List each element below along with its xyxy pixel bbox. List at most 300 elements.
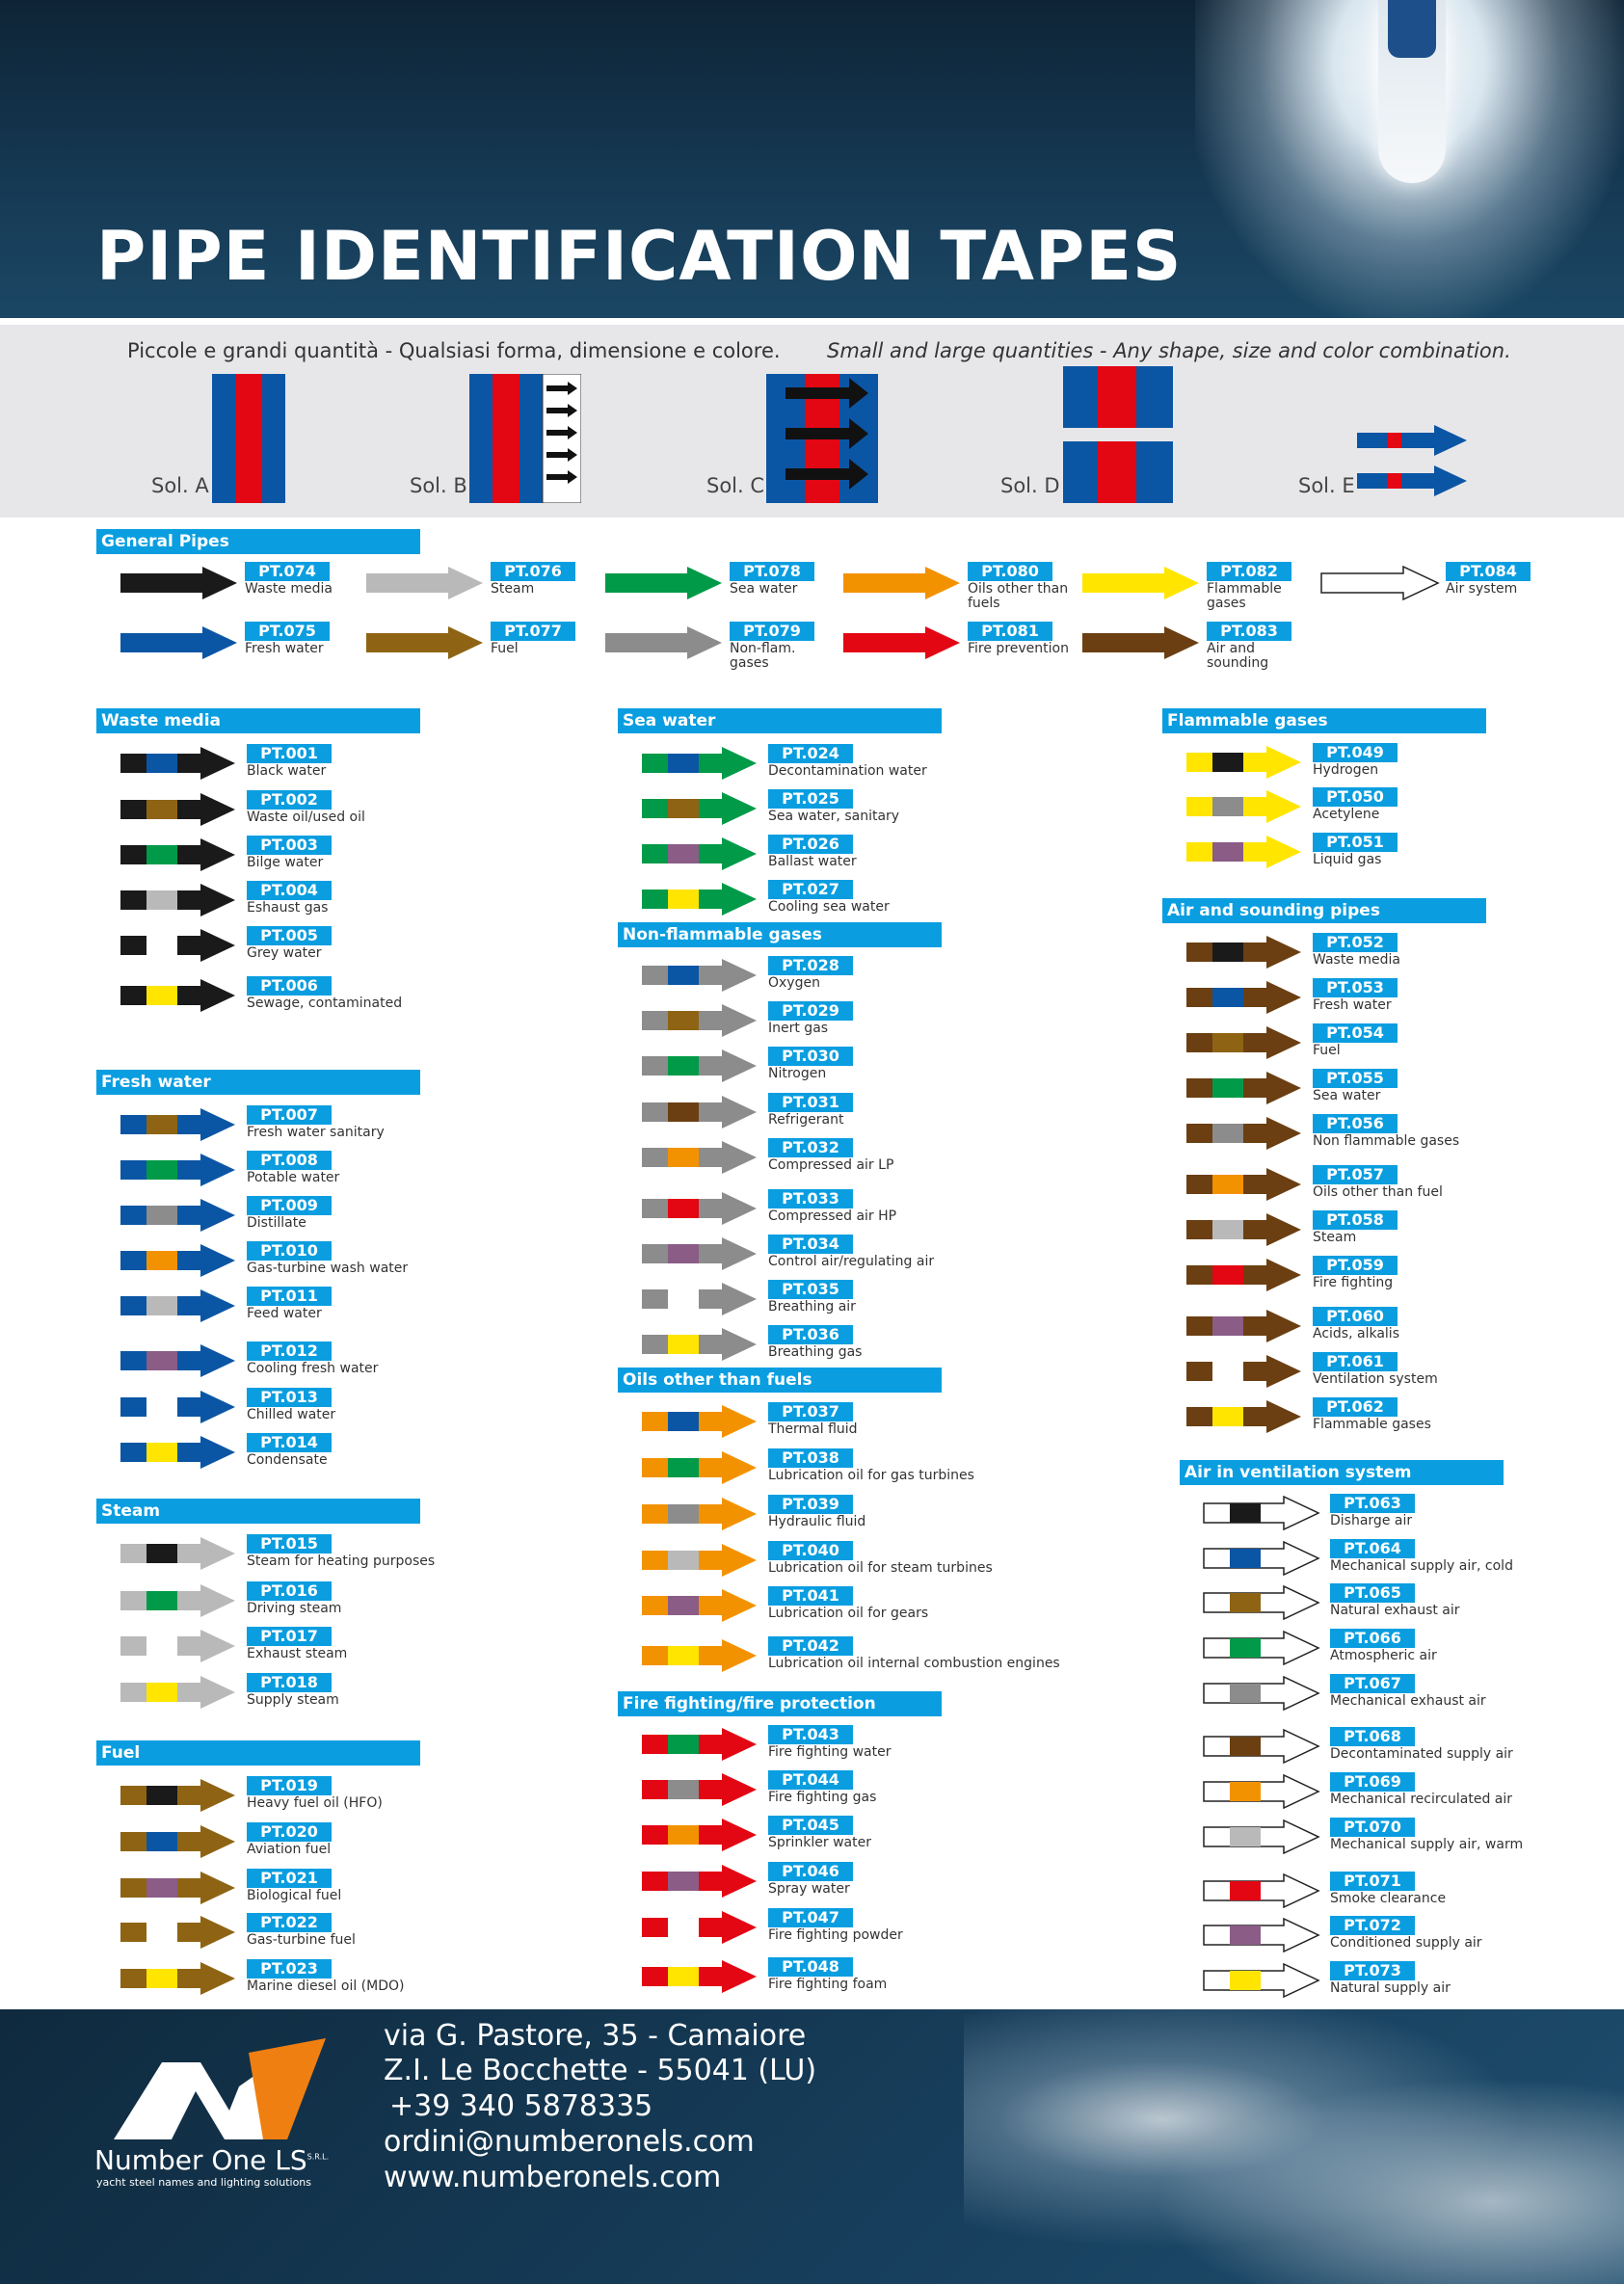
product-description: Lubrication oil for gas turbines <box>768 1468 974 1483</box>
product-code: PT.064 <box>1330 1539 1415 1558</box>
solution-e-tape <box>1357 425 1469 502</box>
product-code: PT.057 <box>1313 1165 1398 1184</box>
tape-body <box>642 883 757 916</box>
tape-arrow-icon <box>120 1536 237 1571</box>
product-description: Sprinkler water <box>768 1835 871 1850</box>
product-description: Compressed air LP <box>768 1157 894 1173</box>
tape-color-band <box>1212 1265 1243 1285</box>
product-code: PT.069 <box>1330 1772 1415 1792</box>
product-code: PT.017 <box>247 1627 332 1646</box>
tape-body <box>642 1728 757 1761</box>
tape-body <box>120 747 235 780</box>
tape-color-band <box>1230 1684 1261 1703</box>
tagline-english: Small and large quantities - Any shape, size and color combination. <box>827 339 1511 362</box>
tape-item <box>120 836 409 878</box>
tape-item <box>641 1280 930 1322</box>
product-description: Aviation fuel <box>247 1842 332 1857</box>
tape-color-band <box>146 936 177 955</box>
tape-arrow-icon <box>1185 980 1303 1015</box>
product-description: Oxygen <box>768 975 820 991</box>
tape-body <box>366 567 483 599</box>
tape-arrow-icon <box>641 1049 759 1083</box>
tape-item <box>641 744 930 786</box>
product-code: PT.072 <box>1330 1916 1415 1935</box>
tape-arrow-icon <box>120 1198 237 1233</box>
solution-e-label: Sol. E <box>1298 474 1355 497</box>
tape-item <box>1203 1629 1492 1671</box>
product-description: Compressed air HP <box>768 1208 897 1224</box>
product-description: Bilge water <box>247 855 324 870</box>
tape-body <box>1186 1213 1301 1246</box>
tape-color-band <box>668 1102 699 1122</box>
tape-arrow-icon <box>641 1638 759 1673</box>
tape-arrow-icon <box>365 566 485 600</box>
tape-arrow-icon <box>1203 1541 1320 1576</box>
product-code: PT.023 <box>247 1959 332 1979</box>
tape-body <box>120 1916 235 1949</box>
tape-item <box>365 622 597 679</box>
product-code: PT.055 <box>1313 1069 1398 1088</box>
tape-color-band <box>1230 1503 1261 1523</box>
tape-body <box>1204 1586 1318 1619</box>
product-code: PT.027 <box>768 880 853 899</box>
tape-arrow-icon <box>641 1772 759 1807</box>
tape-color-band <box>668 890 699 909</box>
product-code: PT.083 <box>1207 622 1291 641</box>
product-code: PT.066 <box>1330 1629 1415 1648</box>
tape-arrow-icon <box>641 1959 759 1994</box>
tape-item <box>1203 1872 1492 1914</box>
product-description: Liquid gas <box>1313 852 1382 867</box>
tape-item <box>641 956 930 998</box>
tape-arrow-icon <box>641 1727 759 1762</box>
product-description: Decontaminated supply air <box>1330 1746 1513 1762</box>
tape-body <box>642 1960 757 1993</box>
product-description: Exhaust steam <box>247 1646 348 1661</box>
product-code: PT.020 <box>247 1822 332 1842</box>
tape-item <box>120 622 351 679</box>
tape-item <box>1185 1256 1475 1298</box>
product-description: Refrigerant <box>768 1112 844 1128</box>
product-description: Biological fuel <box>247 1888 342 1903</box>
tape-arrow-icon <box>120 1390 237 1424</box>
product-description: Sea water <box>1313 1088 1381 1103</box>
tape-body <box>642 1328 757 1361</box>
product-description: Waste media <box>245 581 333 597</box>
product-description: Black water <box>247 763 327 779</box>
tape-body <box>120 1154 235 1186</box>
product-code: PT.056 <box>1313 1114 1398 1133</box>
tape-arrow-icon <box>1203 1729 1320 1764</box>
tape-item <box>604 622 836 679</box>
tape-body <box>642 1911 757 1944</box>
tape-arrow-icon <box>120 1153 237 1187</box>
tape-color-band <box>146 1786 177 1805</box>
tape-item <box>1203 1494 1492 1536</box>
tape-arrow-icon <box>120 746 237 781</box>
tape-body <box>642 1192 757 1225</box>
product-description: Sea water, sanitary <box>768 809 900 824</box>
tape-arrow-icon <box>1203 1585 1320 1620</box>
tape-color-band <box>668 1289 699 1309</box>
product-description: Waste oil/used oil <box>247 810 365 825</box>
tape-arrow-icon <box>641 1588 759 1623</box>
tape-item <box>1185 1210 1475 1253</box>
tape-item <box>120 1433 409 1475</box>
tape-arrow-icon <box>1203 1918 1320 1952</box>
tape-color-band <box>146 1923 177 1942</box>
tape-item <box>365 562 597 620</box>
tape-color-band <box>668 1646 699 1665</box>
tape-arrow-icon <box>1185 1167 1303 1202</box>
product-description: Marine diesel oil (MDO) <box>247 1979 405 1994</box>
tape-arrow-icon <box>120 1107 237 1142</box>
product-description: Atmospheric air <box>1330 1648 1437 1663</box>
product-description: Breathing air <box>768 1299 856 1315</box>
section-header: Steam <box>96 1499 420 1524</box>
tape-color-band <box>668 1551 699 1570</box>
product-description: Heavy fuel oil (HFO) <box>247 1795 383 1811</box>
tape-arrow-icon <box>641 1003 759 1038</box>
tape-item <box>641 1770 930 1813</box>
solution-a-tape <box>212 374 285 503</box>
address-line-1: via G. Pastore, 35 - Camaiore <box>384 2019 807 2053</box>
tape-arrow-icon <box>641 1282 759 1316</box>
tape-item <box>641 1957 930 2000</box>
tape-item <box>1203 1727 1513 1769</box>
product-code: PT.012 <box>247 1341 332 1361</box>
section-header: Air in ventilation system <box>1180 1460 1504 1485</box>
tape-body <box>120 626 237 659</box>
tape-item <box>641 1001 930 1044</box>
product-description: Sea water <box>730 581 798 597</box>
product-code: PT.015 <box>247 1534 332 1554</box>
section-header: Fresh water <box>96 1070 420 1095</box>
tape-color-band <box>146 754 177 773</box>
tape-item <box>1185 1069 1475 1111</box>
solution-c-tape <box>766 374 878 503</box>
tape-arrow-icon <box>1185 1309 1303 1343</box>
tape-item <box>120 1959 409 2002</box>
tape-body <box>1186 1026 1301 1059</box>
tape-color-band <box>1230 1593 1261 1612</box>
product-code: PT.022 <box>247 1913 332 1932</box>
tape-color-band <box>1212 1033 1243 1052</box>
tape-arrow-icon <box>120 1583 237 1618</box>
tape-item <box>120 744 409 786</box>
product-description: Grey water <box>247 945 322 961</box>
tape-item <box>120 1241 409 1284</box>
tape-item <box>120 1822 409 1865</box>
tape-color-band <box>1212 1124 1243 1143</box>
tape-body <box>1204 1820 1318 1853</box>
tape-item <box>120 1105 409 1148</box>
product-description: Fire fighting powder <box>768 1927 903 1943</box>
product-code: PT.038 <box>768 1448 853 1468</box>
product-code: PT.003 <box>247 836 332 855</box>
tagline-italian: Piccole e grandi quantità - Qualsiasi forma, dimensione e colore. <box>127 339 781 362</box>
product-description: Fresh water sanitary <box>247 1125 385 1140</box>
tape-color-band <box>1212 1220 1243 1239</box>
tape-body <box>1186 836 1301 868</box>
solution-d-label: Sol. D <box>1000 474 1060 497</box>
email-link[interactable]: ordini@numberonels.com <box>384 2125 755 2159</box>
tape-arrow-icon <box>1185 835 1303 869</box>
tape-body <box>1204 1874 1318 1907</box>
tape-body <box>843 626 960 659</box>
product-code: PT.062 <box>1313 1397 1398 1417</box>
tape-body <box>642 1283 757 1315</box>
tape-item <box>641 1448 974 1491</box>
tape-color-band <box>146 1832 177 1851</box>
product-description: Fuel <box>491 641 519 656</box>
tape-item <box>1185 787 1475 830</box>
tape-color-band <box>146 1115 177 1134</box>
tape-color-band <box>668 1199 699 1218</box>
tape-color-band <box>1212 1078 1243 1098</box>
tape-arrow-icon <box>120 1871 237 1905</box>
tape-item <box>641 880 930 922</box>
product-code: PT.006 <box>247 976 332 996</box>
tape-color-band <box>146 1683 177 1702</box>
tape-item <box>1185 1165 1475 1208</box>
tape-item <box>120 976 409 1019</box>
product-code: PT.014 <box>247 1433 332 1452</box>
tape-arrow-icon <box>120 883 237 917</box>
tape-color-band <box>668 1458 699 1477</box>
product-code: PT.037 <box>768 1402 853 1421</box>
tape-arrow-icon <box>641 1864 759 1899</box>
tape-color-band <box>1230 1638 1261 1658</box>
tape-body <box>120 1630 235 1662</box>
tape-arrow-icon <box>1203 1774 1320 1809</box>
tape-arrow-icon <box>604 566 724 600</box>
tape-color-band <box>668 1596 699 1615</box>
product-code: PT.058 <box>1313 1210 1398 1230</box>
section-header: Sea water <box>618 708 942 733</box>
tape-body <box>1204 1919 1318 1952</box>
tape-body <box>1204 1542 1318 1575</box>
tape-item <box>120 790 409 833</box>
tape-body <box>120 838 235 871</box>
tape-item <box>120 926 409 969</box>
tape-color-band <box>146 1878 177 1898</box>
tape-item <box>120 1388 409 1430</box>
tape-arrow-icon <box>120 1778 237 1813</box>
product-description: Natural exhaust air <box>1330 1603 1460 1618</box>
product-description: Waste media <box>1313 952 1400 968</box>
tape-item <box>641 1541 993 1583</box>
product-code: PT.008 <box>247 1151 332 1170</box>
product-code: PT.074 <box>245 562 330 581</box>
tape-arrow-icon <box>641 1450 759 1485</box>
section-header: Flammable gases <box>1162 708 1486 733</box>
product-description: Inert gas <box>768 1021 829 1036</box>
tape-item <box>1185 933 1475 975</box>
section-header: Fuel <box>96 1740 420 1766</box>
product-code: PT.080 <box>968 562 1052 581</box>
tape-body <box>642 1773 757 1806</box>
tape-body <box>1204 1632 1318 1664</box>
product-code: PT.039 <box>768 1495 853 1514</box>
tape-body <box>642 792 757 825</box>
tape-arrow-icon <box>365 625 485 660</box>
product-description: Feed water <box>247 1306 322 1321</box>
solution-a-label: Sol. A <box>151 474 209 497</box>
tape-item <box>120 1581 409 1624</box>
tape-item <box>1185 1397 1475 1440</box>
tape-arrow-icon <box>1203 1631 1320 1665</box>
tape-arrow-icon <box>1081 566 1201 600</box>
product-description: Supply steam <box>247 1692 339 1708</box>
tape-color-band <box>146 986 177 1005</box>
company-tagline: yacht steel names and lighting solutions <box>96 2176 312 2189</box>
tape-body <box>1186 1117 1301 1150</box>
tape-color-band <box>146 890 177 910</box>
tape-item <box>120 562 351 620</box>
tape-arrow-icon <box>120 1243 237 1278</box>
tape-item <box>1203 1818 1524 1860</box>
tape-body <box>1186 1168 1301 1201</box>
product-code: PT.021 <box>247 1869 332 1888</box>
tape-item <box>1185 1307 1475 1349</box>
product-description: Driving steam <box>247 1601 342 1616</box>
tape-color-band <box>668 1872 699 1891</box>
tape-body <box>642 1865 757 1898</box>
tape-arrow-icon <box>120 625 239 660</box>
tape-arrow-icon <box>120 837 237 872</box>
tape-color-band <box>668 1412 699 1431</box>
tape-color-band <box>1230 1925 1261 1945</box>
tape-arrow-icon <box>1185 1354 1303 1389</box>
tape-item <box>120 1341 409 1384</box>
tape-arrow-icon <box>641 1327 759 1362</box>
product-code: PT.047 <box>768 1908 853 1927</box>
tape-body <box>1204 1497 1318 1529</box>
tape-arrow-icon <box>120 1343 237 1378</box>
product-code: PT.053 <box>1313 978 1398 997</box>
tape-item <box>1203 1539 1513 1581</box>
tape-body <box>642 1819 757 1851</box>
product-code: PT.011 <box>247 1287 332 1306</box>
product-code: PT.051 <box>1313 833 1398 852</box>
tape-arrow-icon <box>1203 1963 1320 1998</box>
product-description: Chilled water <box>247 1407 336 1422</box>
product-description: Oils other than fuel <box>1313 1184 1443 1200</box>
tape-color-band <box>146 1397 177 1417</box>
tape-color-band <box>146 800 177 819</box>
product-description: Spray water <box>768 1881 850 1897</box>
tape-body <box>642 1498 757 1530</box>
product-description: Ballast water <box>768 854 857 869</box>
tape-color-band <box>1230 1971 1261 1990</box>
tape-item <box>120 1869 409 1911</box>
tape-body <box>642 1141 757 1174</box>
tape-color-band <box>668 1918 699 1937</box>
product-description: Decontamination water <box>768 763 927 779</box>
tape-item <box>1203 1674 1492 1716</box>
tape-arrow-icon <box>641 882 759 916</box>
tape-body <box>642 1589 757 1622</box>
product-code: PT.052 <box>1313 933 1398 952</box>
product-description: Oils other than fuels <box>968 581 1069 611</box>
product-code: PT.018 <box>247 1673 332 1692</box>
product-description: Cooling sea water <box>768 899 890 915</box>
tape-arrow-icon <box>120 1961 237 1996</box>
tape-color-band <box>1230 1549 1261 1568</box>
tape-body <box>642 1004 757 1037</box>
product-description: Disharge air <box>1330 1513 1413 1528</box>
product-code: PT.032 <box>768 1138 853 1157</box>
tape-item <box>1203 1772 1513 1815</box>
tape-arrow-icon <box>1185 935 1303 969</box>
tape-item <box>120 1627 409 1669</box>
sea-image <box>964 2009 1624 2284</box>
product-code: PT.024 <box>768 744 853 763</box>
tape-color-band <box>668 1780 699 1799</box>
tape-body <box>642 1096 757 1129</box>
tape-color-band <box>146 1591 177 1610</box>
product-code: PT.009 <box>247 1196 332 1215</box>
website-link[interactable]: www.numberonels.com <box>384 2161 722 2194</box>
product-description: Mechanical recirculated air <box>1330 1792 1513 1807</box>
tape-arrow-icon <box>120 1824 237 1859</box>
product-description: Control air/regulating air <box>768 1254 935 1269</box>
tape-item <box>1203 1961 1492 2004</box>
tape-item <box>641 1235 935 1277</box>
product-description: Potable water <box>247 1170 340 1185</box>
tape-body <box>1082 626 1199 659</box>
product-code: PT.031 <box>768 1093 853 1112</box>
tape-color-band <box>668 1148 699 1167</box>
tape-color-band <box>146 1296 177 1315</box>
tape-color-band <box>1212 797 1243 816</box>
tape-body <box>120 1779 235 1812</box>
tape-item <box>641 1816 930 1858</box>
tape-body <box>642 1237 757 1270</box>
product-description: Sewage, contaminated <box>247 996 403 1011</box>
tape-body <box>120 979 235 1012</box>
product-description: Mechanical exhaust air <box>1330 1693 1486 1709</box>
section-header: Oils other than fuels <box>618 1368 942 1393</box>
tape-color-band <box>668 1335 699 1354</box>
tape-color-band <box>146 1160 177 1180</box>
tape-body <box>120 1537 235 1570</box>
product-code: PT.010 <box>247 1241 332 1261</box>
tape-item <box>120 1196 409 1238</box>
product-description: Fire fighting <box>1313 1275 1394 1290</box>
product-code: PT.071 <box>1330 1872 1415 1891</box>
product-code: PT.073 <box>1330 1961 1415 1980</box>
tape-arrow-icon <box>120 1915 237 1950</box>
tape-item <box>641 789 930 832</box>
tape-item <box>120 1287 409 1329</box>
tape-body <box>1186 981 1301 1014</box>
tape-color-band <box>1230 1881 1261 1900</box>
product-description: Steam <box>1313 1230 1357 1245</box>
tape-body <box>642 1544 757 1577</box>
product-code: PT.070 <box>1330 1818 1415 1837</box>
tape-item <box>641 1908 930 1951</box>
tape-body <box>1204 1775 1318 1808</box>
section-header: Fire fighting/fire protection <box>618 1691 942 1716</box>
tape-color-band <box>146 1351 177 1370</box>
tape-arrow-icon <box>641 1404 759 1439</box>
tape-item <box>120 1673 409 1715</box>
product-description: Smoke clearance <box>1330 1891 1447 1906</box>
product-code: PT.043 <box>768 1725 853 1744</box>
tape-arrow-icon <box>641 1236 759 1271</box>
